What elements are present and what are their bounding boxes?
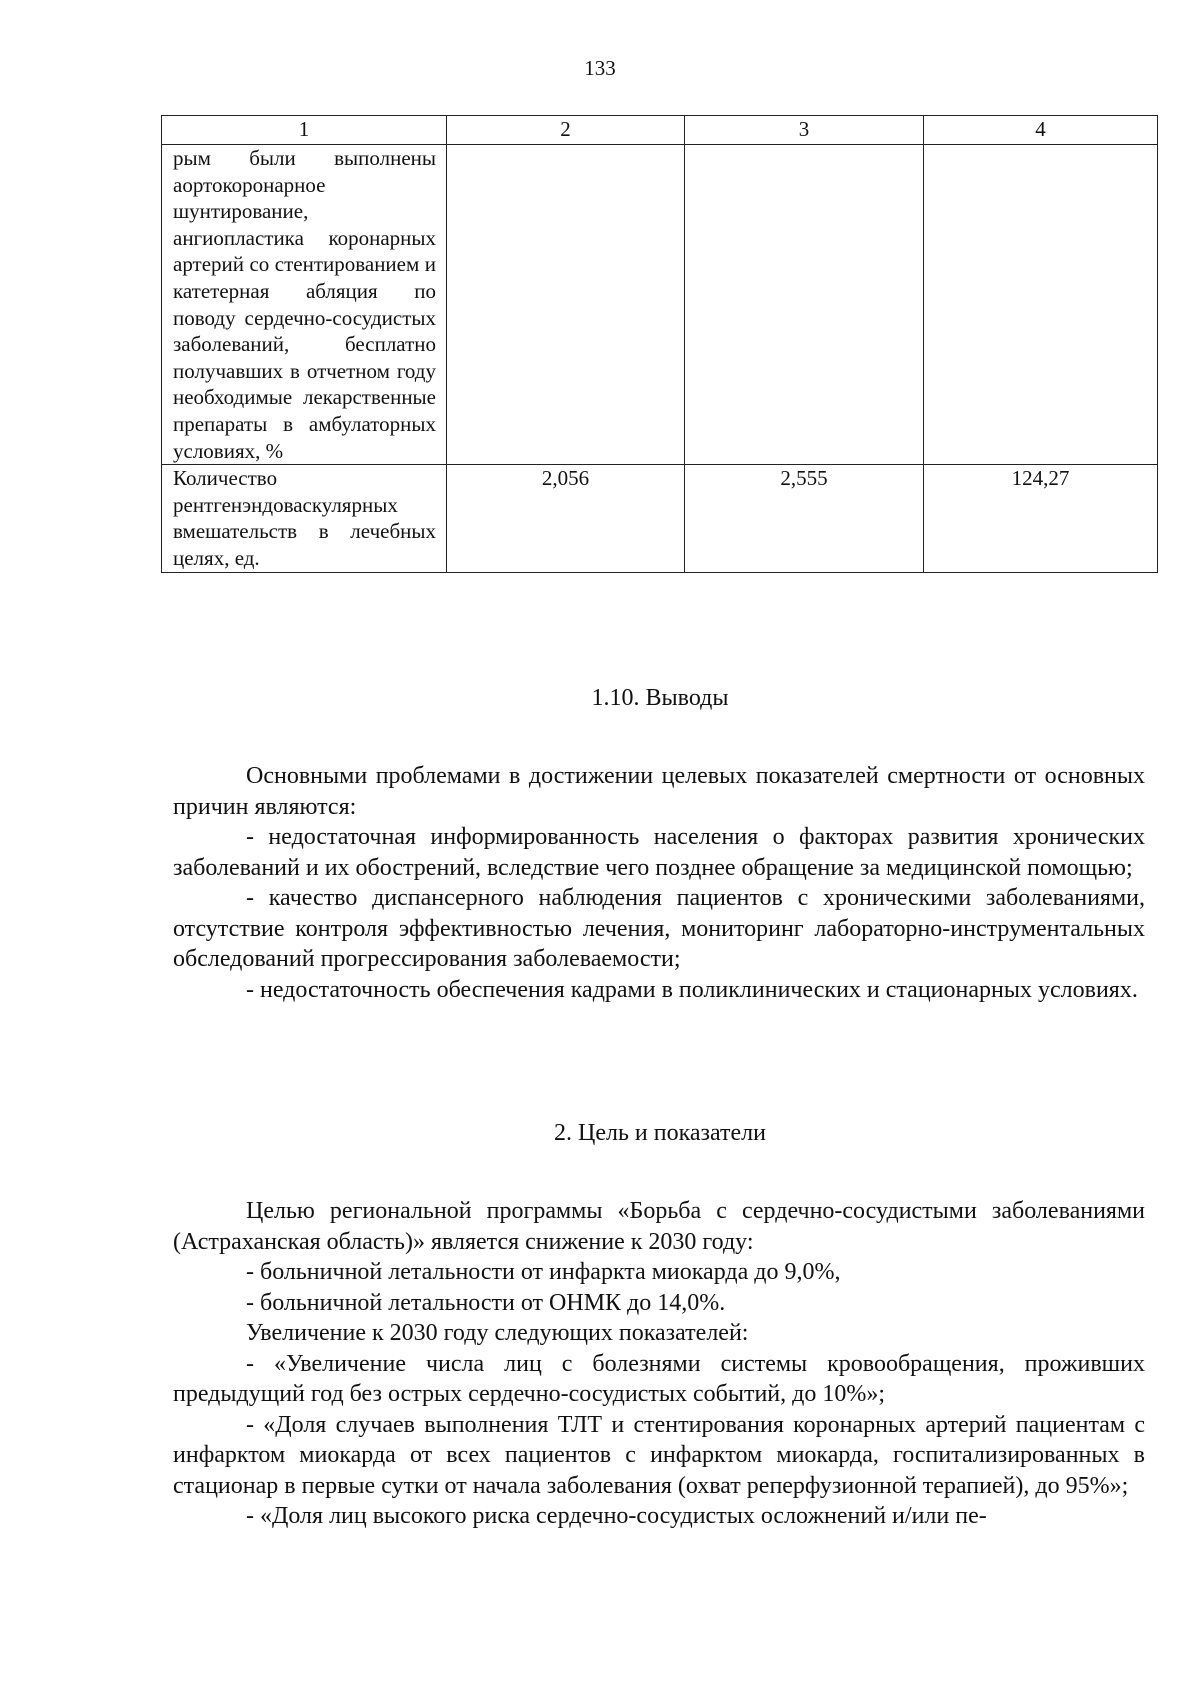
indicators-table [161,115,1158,573]
paragraph: Основными проблемами в достижении целевых показателей смертности от основных причин являются: [173,763,1145,820]
paragraph: Целью региональной программы «Борьба с сердечно-сосудистыми заболеваниями (Астраханская область)» является снижение к 2030 году: [173,1198,1145,1255]
table-row [162,145,1158,465]
conclusions-heading: 1.10. Выводы [591,685,729,711]
paragraph: - недостаточная информированность населения о факторах развития хронических заболеваний и их обострений, вследствие чего позднее обращение за медицинской помощью; [173,824,1145,881]
table-row [162,465,1158,572]
table-header-cell: 1 [162,116,447,145]
paragraph: - больничной летальности от ОНМК до 14,0%. [246,1289,726,1316]
table-cell-value: 2,555 [685,465,924,572]
page-number: 133 [584,56,616,80]
table-cell-value: 124,27 [924,465,1158,572]
table-header-cell: 3 [685,116,924,145]
table-cell-value [924,145,1158,465]
table-header-cell: 4 [924,116,1158,145]
paragraph: - недостаточность обеспечения кадрами в поликлинических и стационарных условиях. [246,976,1138,1003]
paragraph: - «Увеличение числа лиц с болезнями системы кровообращения, проживших предыдущий год без острых сердечно-сосудистых событий, до 10%»; [173,1350,1145,1407]
table-cell-indicator: Количество рентгенэндоваскулярных вмешательств в лечебных целях, ед. [162,465,447,572]
paragraph: - качество диспансерного наблюдения пациентов с хроническими заболеваниями, отсутствие контроля эффективностью лечения, мониторинг лабораторно-инструментальных обследований прогрессирования заболеваемости; [173,885,1145,972]
paragraph: - «Доля лиц высокого риска сердечно-сосудистых осложнений и/или пе- [246,1503,987,1529]
table-header-cell: 2 [447,116,685,145]
goals-body [173,1196,1145,1532]
table-header-row [162,116,1158,145]
table-cell-indicator: рым были выполнены аортокоронарное шунтирование, ангиопластика коронарных артерий со стентированием и катетерная абляция по поводу сердечно-сосудистых заболеваний, бесплатно получавших в отчетном году необходимые лекарственные препараты в амбулаторных условиях, % [162,145,447,465]
table-cell-value: 2,056 [447,465,685,572]
paragraph: - «Доля случаев выполнения ТЛТ и стентирования коронарных артерий пациентам с инфарктом миокарда от всех пациентов с инфарктом миокарда, госпитализированных в стационар в первые сутки от начала заболевания (охват реперфузионной терапией), до 95%»; [173,1411,1145,1499]
conclusions-body [173,761,1145,1005]
paragraph: Увеличение к 2030 году следующих показателей: [246,1320,749,1346]
table-cell-value [447,145,685,465]
goals-heading: 2. Цель и показатели [553,1120,766,1146]
paragraph: - больничной летальности от инфаркта миокарда до 9,0%, [246,1259,841,1285]
table-cell-value [685,145,924,465]
